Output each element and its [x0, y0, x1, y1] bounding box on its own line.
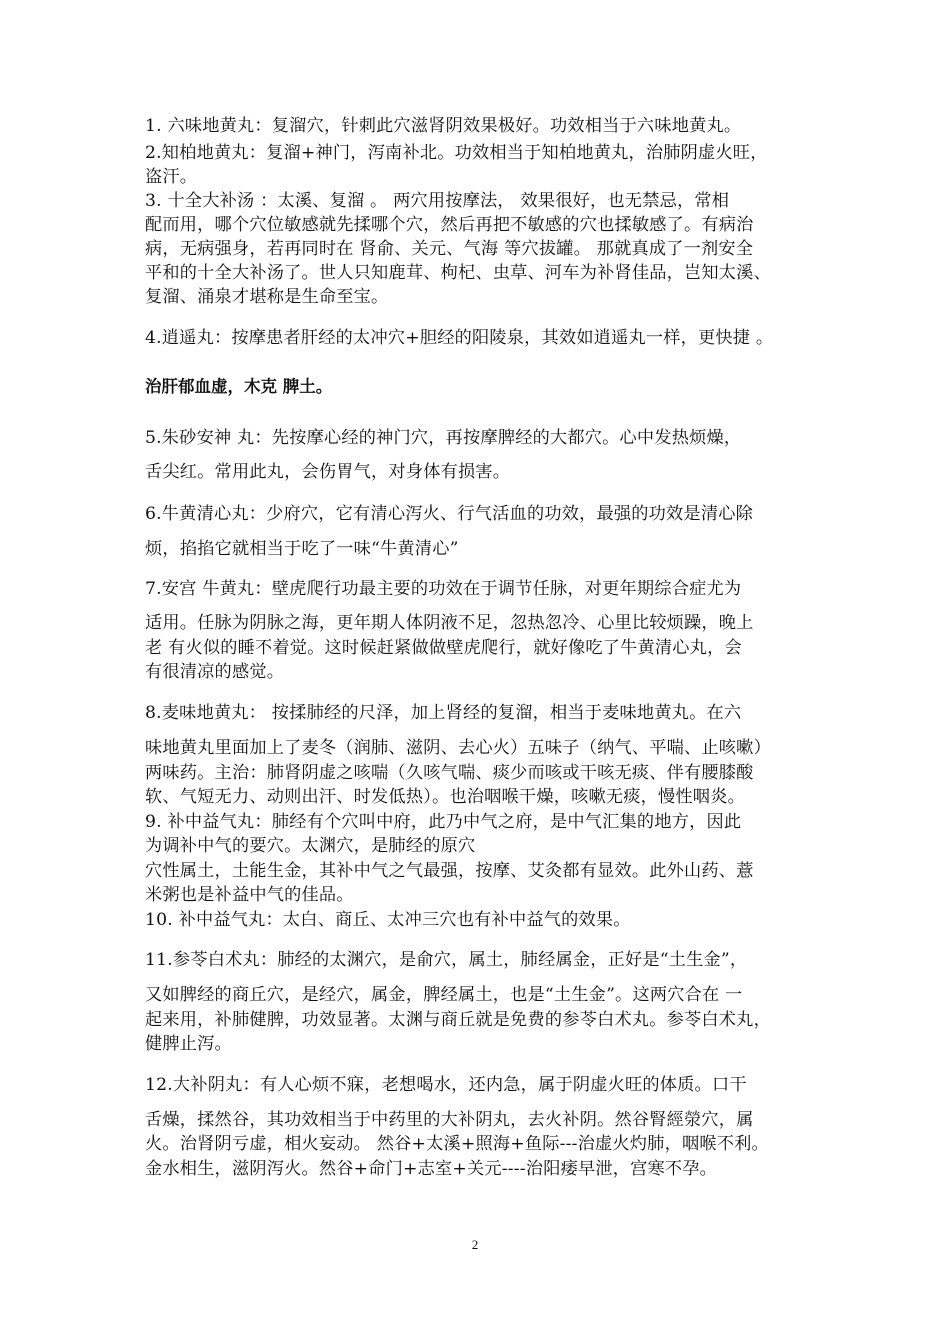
page-number: 2 [471, 1237, 479, 1252]
text-line: 健脾止泻。 [145, 1034, 232, 1054]
text-line: 穴性属土，土能生金，其补中气之气最强，按摩、艾灸都有显效。此外山药、薏 [145, 861, 754, 881]
text-line: 6.牛黄清心丸：少府穴，它有清心泻火、行气活血的功效，最强的功效是清心除 [145, 504, 753, 524]
text-line: 米粥也是补益中气的佳品。 [145, 885, 354, 905]
text-line: 1. 六味地黄丸：复溜穴，针刺此穴滋肾阴效果极好。功效相当于六味地黄丸。 [145, 116, 742, 136]
text-line: 适用。任脉为阴脉之海，更年期人体阴液不足，忽热忽冷、心里比较烦躁，晚上 [145, 613, 754, 633]
text-line: 舌尖红。常用此丸，会伤胃气，对身体有损害。 [145, 462, 511, 482]
text-line: 配而用，哪个穴位敏感就先揉哪个穴，然后再把不敏感的穴也揉敏感了。有病治 [145, 215, 754, 235]
text-line: 又如脾经的商丘穴，是经穴，属金，脾经属土，也是“土生金”。这两穴合在 一 [145, 985, 743, 1005]
text-line: 3. 十全大补汤 ：太溪、复溜 。 两穴用按摩法， 效果很好，也无禁忌，常相 [145, 191, 730, 211]
text-line: 有很清凉的感觉。 [145, 662, 285, 682]
text-line: 10. 补中益气丸：太白、商丘、太冲三穴也有补中益气的效果。 [145, 910, 631, 930]
text-line: 8.麦味地黄丸： 按揉肺经的尺泽，加上肾经的复溜，相当于麦味地黄丸。在六 [145, 703, 742, 723]
text-line: 复溜、涌泉才堪称是生命至宝。 [145, 287, 389, 307]
text-line: 4.逍遥丸：按摩患者肝经的太冲穴+胆经的阳陵泉，其效如逍遥丸一样，更快捷 。 [145, 328, 774, 348]
text-line: 5.朱砂安神 丸：先按摩心经的神门穴，再按摩脾经的大都穴。心中发热烦燥， [145, 428, 742, 448]
text-line: 为调补中气的要穴。太渊穴，是肺经的原穴 [145, 836, 476, 856]
text-line: 9. 补中益气丸：肺经有个穴叫中府，此乃中气之府，是中气汇集的地方，因此 [145, 812, 742, 832]
section-heading: 治肝郁血虚，木克 脾土。 [145, 377, 333, 396]
text-line: 味地黄丸里面加上了麦冬（润肺、滋阴、去心火）五味子（纳气、平喘、止咳嗽） [145, 738, 771, 758]
text-line: 平和的十全大补汤了。世人只知鹿茸、枸杞、虫草、河车为补肾佳品，岂知太溪、 [145, 263, 771, 283]
text-line: 7.安宫 牛黄丸：壁虎爬行功最主要的功效在于调节任脉，对更年期综合症尤为 [145, 579, 742, 599]
text-line: 盗汗。 [145, 167, 198, 187]
text-line: 舌燥，揉然谷，其功效相当于中药里的大补阴丸，去火补阴。然谷腎經滎穴，属 [145, 1110, 754, 1130]
text-line: 金水相生，滋阴泻火。然谷+命门+志室+关元----治阳痿早泄，宫寒不孕。 [145, 1159, 718, 1179]
text-line: 两味药。主治：肺肾阴虚之咳喘（久咳气喘、痰少而咳或干咳无痰、伴有腰膝酸 [145, 763, 754, 783]
text-line: 火。治肾阴亏虚，相火妄动。 然谷+太溪+照海+鱼际---治虚火灼肺，咽喉不利。 [145, 1134, 769, 1154]
text-line: 软、气短无力、动则出汗、时发低热）。也治咽喉干燥，咳嗽无痰，慢性咽炎。 [145, 787, 745, 807]
text-line: 起来用，补肺健脾，功效显著。太渊与商丘就是免费的参苓白术丸。参苓白术丸， [145, 1010, 771, 1030]
text-line: 11.参苓白术丸：肺经的太渊穴，是俞穴，属土，肺经属金，正好是“土生金”， [145, 950, 748, 970]
text-line: 2.知柏地黄丸：复溜+神门，泻南补北。功效相当于知柏地黄丸，治肺阴虚火旺， [145, 143, 768, 163]
text-line: 老 有火似的睡不着觉。这时候赶紧做做壁虎爬行，就好像吃了牛黄清心丸，会 [145, 638, 742, 658]
text-line: 12.大补阴丸：有人心烦不寐，老想喝水，还内急，属于阴虚火旺的体质。口干 [145, 1075, 747, 1095]
text-line: 病，无病强身，若再同时在 肾俞、关元、气海 等穴拔罐。 那就真成了一剂安全 [145, 239, 754, 259]
text-line: 烦，掐掐它就相当于吃了一味“牛黄清心” [145, 539, 459, 559]
